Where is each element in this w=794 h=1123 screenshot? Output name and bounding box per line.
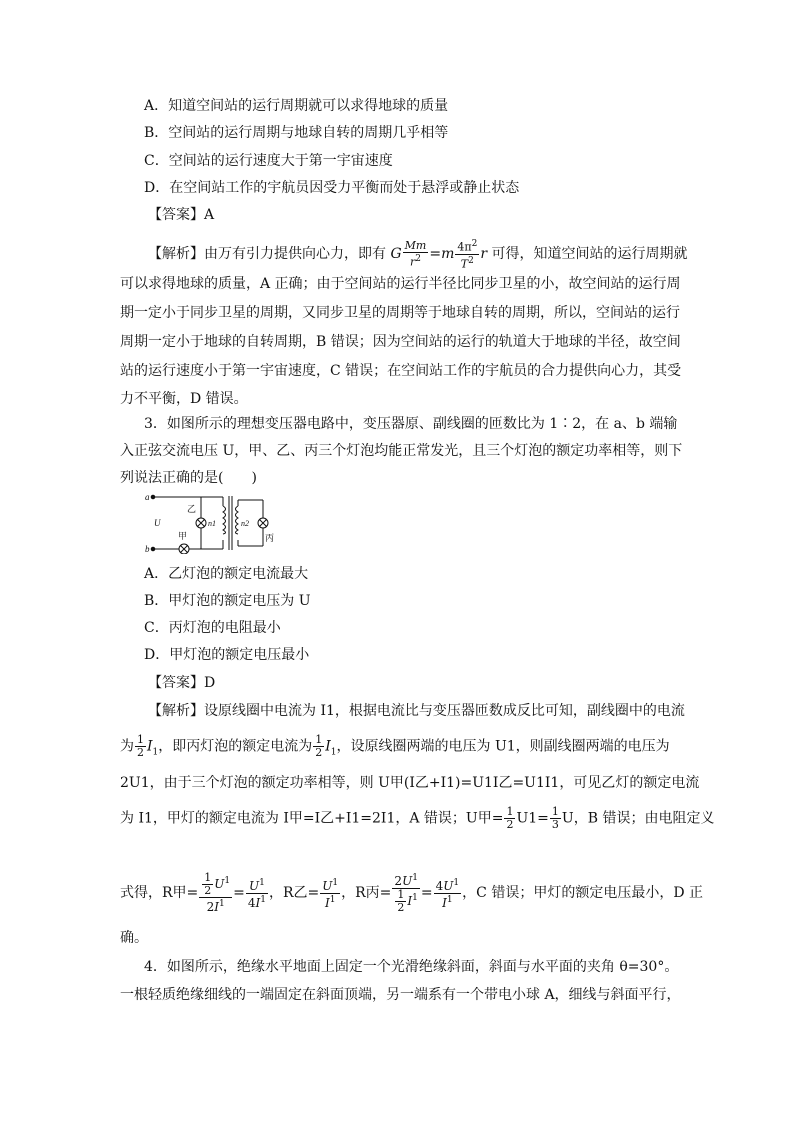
q3-analysis-line-5: 式得，R甲= $\frac{1}{2}$ $U^1$ $2I^1$ = $\frac{U^1}{4I^1}$ ，R乙= $\frac{U^1}{I^1}$ ，R丙= $2U^1$ $\frac{1}{2}$ $I^1$ = $\frac{4U^1}{I^1}$ ，C 错误；甲灯的额定电压最小，D 正: [120, 871, 703, 914]
q2-option-d: D．在空间站工作的宇航员因受力平衡而处于悬浮或静止状态: [144, 180, 520, 196]
q3-analysis-line-3: 2U1，由于三个灯泡的额定功率相等，则 U甲(I乙+I1)=U1I乙=U1I1，可见乙灯的额定电流: [120, 775, 700, 791]
n2-label: n2: [241, 519, 249, 528]
q3-option-c: C．丙灯泡的电阻最小: [144, 620, 281, 636]
q2-analysis-line-5: 站的运行速度小于第一宇宙速度，C 错误；在空间站工作的宇航员的合力提供向心力，其受: [120, 363, 682, 379]
formula-r-bing: $2U^1$ $\frac{1}{2}$ $I^1$: [394, 873, 418, 914]
voltage-u-label: U: [154, 518, 161, 528]
fraction-third: $\frac{1}{3}$: [551, 805, 559, 831]
lamp-bing-label: 丙: [265, 533, 275, 543]
q3-analysis-line-4: 为 I1，甲灯的额定电流为 I甲=I乙+I1=2I1，A 错误；U甲= $\frac{1}{2}$ U1= $\frac{1}{3}$ U，B 错误；由电阻定义: [120, 805, 715, 831]
q3-stem-line-2: 入正弦交流电压 U，甲、乙、丙三个灯泡均能正常发光，且三个灯泡的额定功率相等，则下: [120, 443, 683, 459]
q2-analysis-line-4: 周期一定小于地球的自转周期，B 错误；因为空间站的运行的轨道大于地球的半径，故空间: [120, 334, 681, 350]
fraction-half: $\frac{1}{2}$: [315, 733, 323, 759]
q3-stem-line-1: 3．如图所示的理想变压器电路中，变压器原、副线圈的匝数比为 1∶2，在 a、b 端输: [144, 416, 678, 432]
q2-analysis-line-1: 【解析】由万有引力提供向心力，即有 G $\frac{Mm}{r^2}$ =m $\frac{4\pi^2}{T^2}$ r 可得，知道空间站的运行周期就: [148, 238, 688, 271]
q3-stem-line-3: 列说法正确的是( ): [120, 470, 257, 486]
q3-analysis-line-6: 确。: [120, 930, 148, 946]
terminal-a-label: a: [145, 492, 150, 502]
fraction-half: $\frac{1}{2}$: [137, 733, 144, 759]
formula-gravity: G $\frac{Mm}{r^2}$ =m $\frac{4\pi^2}{T^2}$ r: [390, 238, 488, 271]
q2-option-a: A．知道空间站的运行周期就可以求得地球的质量: [144, 98, 449, 114]
analysis-tag: 【解析】: [148, 246, 204, 263]
q2-analysis-line-6: 力不平衡，D 错误。: [120, 391, 248, 407]
lamp-yi-label: 乙: [187, 504, 197, 514]
formula-r-yi: $\frac{U^1}{I^1}$: [322, 877, 339, 910]
q2-option-b: B．空间站的运行周期与地球自转的周期几乎相等: [144, 125, 449, 141]
q2-answer: 【答案】A: [148, 207, 215, 223]
n1-label: n1: [208, 519, 216, 528]
q3-analysis-line-2: 为 $\frac{1}{2}$ $I_1$，即丙灯泡的额定电流为 $\frac{1}{2}$ $I_1$，设原线圈两端的电压为 U1，则副线圈两端的电压为: [120, 733, 670, 759]
formula-r-jia: $\frac{1}{2}$ $U^1$ $2I^1$: [199, 872, 232, 914]
q3-analysis-line-1: 【解析】设原线圈中电流为 I1，根据电流比与变压器匝数成反比可知，副线圈中的电流: [148, 703, 685, 719]
transformer-circuit-diagram: [145, 492, 285, 554]
fraction-half: $\frac{1}{2}$: [506, 805, 514, 831]
q4-stem-line-2: 一根轻质绝缘细线的一端固定在斜面顶端，另一端系有一个带电小球 A，细线与斜面平行，: [120, 987, 681, 1003]
formula-r-bing-result: $\frac{4U^1}{I^1}$: [435, 877, 460, 910]
lamp-jia-label: 甲: [178, 531, 188, 541]
formula-r-jia-result: $\frac{U^1}{4I^1}$: [247, 877, 266, 910]
q4-stem-line-1: 4．如图所示，绝缘水平地面上固定一个光滑绝缘斜面，斜面与水平面的夹角 θ=30°。: [144, 959, 679, 975]
q3-option-d: D．甲灯泡的额定电压最小: [144, 647, 310, 663]
q2-analysis-line-3: 期一定小于同步卫星的周期，又同步卫星的周期等于地球自转的周期，所以，空间站的运行: [120, 305, 680, 321]
q2-analysis-line-2: 可以求得地球的质量，A 正确；由于空间站的运行半径比同步卫星的小，故空间站的运行周: [120, 276, 681, 292]
analysis-tag: 【解析】: [148, 703, 204, 719]
q3-option-a: A．乙灯泡的额定电流最大: [144, 566, 309, 582]
q2-option-c: C．空间站的运行速度大于第一宇宙速度: [144, 153, 393, 169]
terminal-b-label: b: [145, 544, 150, 554]
q3-option-b: B．甲灯泡的额定电压为 U: [144, 593, 311, 609]
q3-answer: 【答案】D: [148, 675, 216, 691]
